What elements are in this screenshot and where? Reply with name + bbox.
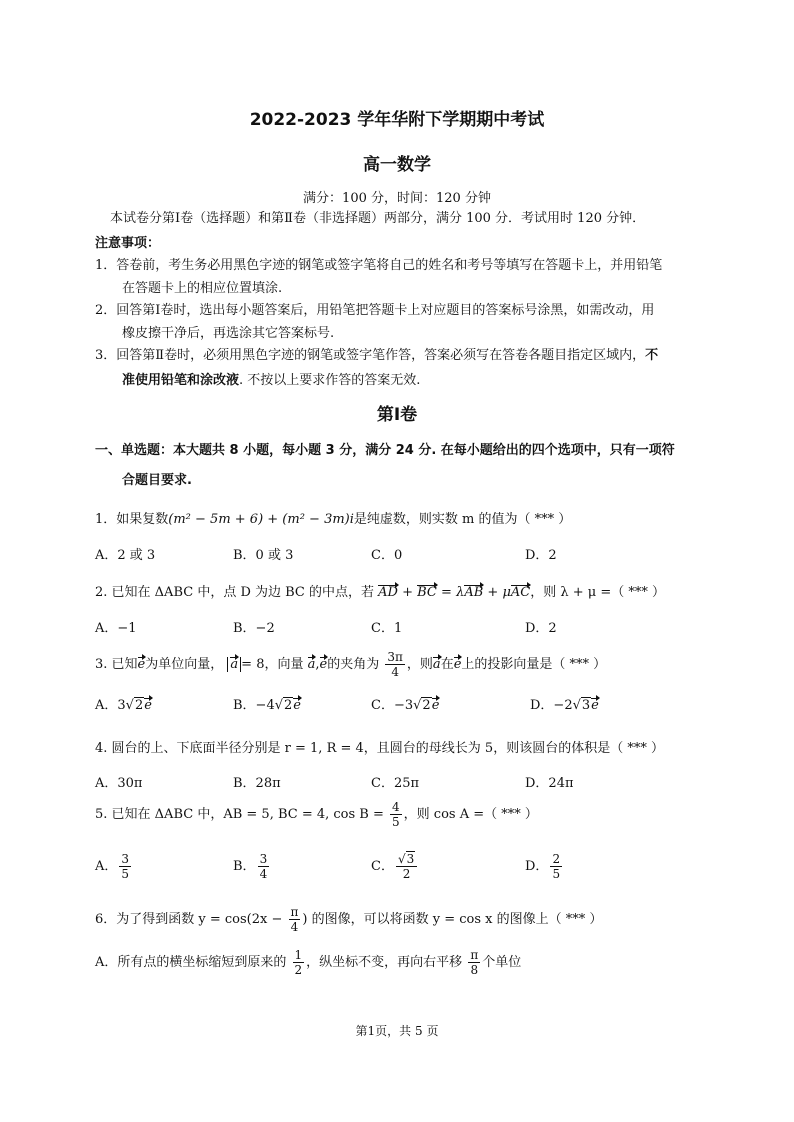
vec-e-2: e (319, 657, 328, 672)
q2-option-c: C．1 (371, 621, 403, 636)
q5-post: ，则 cos A =（ *** ） (403, 807, 538, 822)
note-3-line-2 (122, 373, 420, 389)
page-footer: 第1页，共 5 页 (355, 1024, 439, 1038)
q6-post: ) 的图像，可以将函数 y = cos x 的图像上（ *** ） (302, 912, 603, 927)
q3-mid3: 的夹角为 (327, 657, 380, 672)
vec-a: a (307, 657, 316, 672)
q1-option-b: B．0 或 3 (233, 548, 294, 563)
q3-post: ，则 (406, 657, 433, 672)
part-heading-line-1: 一、单选题：本大题共 8 小题，每小题 3 分，满分 24 分. 在每小题给出的四个选项中，只有一项符 (95, 443, 675, 458)
q2-option-a: A．−1 (95, 621, 137, 636)
note-1-line-2: 在答题卡上的相应位置填涂. (122, 281, 283, 296)
q3-option-c: C．−3√2e (371, 698, 440, 713)
vec-ad: AD (378, 585, 398, 600)
note-3-text: 3．回答第Ⅱ卷时，必须用黑色字迹的钢笔或签字笔作答，答案必须写在答卷各题目指定区域内， (95, 348, 646, 363)
q5-option-c: C． $\frac{√3}{2}$ (371, 852, 419, 881)
vec-e-3: e (453, 657, 462, 672)
q4-option-d: D．24π (525, 776, 574, 791)
q3-option-b: B．−4√2e (233, 698, 301, 713)
q2-option-d: D．2 (525, 621, 557, 636)
note-3-line-1 (95, 348, 658, 364)
q4-option-b: B．28π (233, 776, 281, 791)
q5-cosb-fraction: $\frac{4}{5}$ (392, 800, 400, 829)
part-heading-line-2: 合题目要求. (122, 473, 192, 488)
note-2-line-1: 2．回答第Ⅰ卷时，选出每小题答案后，用铅笔把答题卡上对应题目的答案标号涂黑，如需改动，用 (95, 303, 655, 318)
notes-heading: 注意事项： (95, 236, 161, 251)
note-1-line-1: 1．答卷前，考生务必用黑色字迹的钢笔或签字笔将自己的姓名和考号等填写在答题卡上，并用铅笔 (95, 258, 663, 273)
q5-option-a: A． $\frac{3}{5}$ (95, 852, 130, 881)
q6-option-a: A．所有点的横坐标缩短到原来的 $\frac{1}{2}$ ，纵坐标不变，再向右平移 $\frac{\pi}{8}$ 个单位 (95, 948, 522, 977)
exam-meta: 满分：100 分，时间：120 分钟 (303, 191, 491, 206)
q3-mid1: 为单位向量， (145, 657, 224, 672)
q2-pre: 2. 已知在 ΔABC 中，点 D 为边 BC 的中点，若 (95, 585, 375, 600)
q5-option-d: D． $\frac{2}{5}$ (525, 852, 561, 881)
q2-option-b: B．−2 (233, 621, 275, 636)
subject-title: 高一数学 (363, 155, 431, 175)
question-4: 4. 圆台的上、下底面半径分别是 r = 1, R = 4，且圆台的母线长为 5，则该圆台的体积是（ *** ） (95, 741, 664, 756)
vec-ab: AB (464, 585, 484, 600)
q3-mid2: = 8，向量 (241, 657, 304, 672)
question-3: 3. 已知e为单位向量， a = 8，向量 a,e的夹角为 $\frac{3\pi}{4}$ ，则a在e上的投影向量是（ *** ） (95, 650, 607, 679)
q5-option-b: B． $\frac{3}{4}$ (233, 852, 268, 881)
q1-option-d: D．2 (525, 548, 557, 563)
q3-post3: 上的投影向量是（ *** ） (461, 657, 607, 672)
question-2: 2. 已知在 ΔABC 中，点 D 为边 BC 的中点，若 AD + BC = λAB + μAC，则 λ + μ =（ *** ） (95, 585, 666, 600)
note-2-line-2: 橡皮擦干净后，再选涂其它答案标号. (122, 326, 335, 341)
q6-pre: 6．为了得到函数 y = cos(2x − (95, 912, 283, 927)
q1-expression: (m² − 5m + 6) + (m² − 3m)i (168, 512, 354, 527)
exam-title: 2022-2023 学年华附下学期期中考试 (249, 110, 545, 130)
question-6 (95, 905, 602, 934)
q2-post: ，则 λ + μ =（ *** ） (530, 585, 666, 600)
note-3-bold: 不 (645, 348, 659, 363)
q1-pre: 1．如果复数 (95, 512, 169, 527)
vec-ac: AC (510, 585, 531, 600)
question-5 (95, 800, 538, 829)
q3-option-d: D．−2√3e (530, 698, 599, 713)
note-3-text-2: . 不按以上要求作答的答案无效. (239, 373, 421, 388)
exam-intro: 本试卷分第Ⅰ卷（选择题）和第Ⅱ卷（非选择题）两部分，满分 100 分．考试用时 120 分钟． (110, 211, 646, 226)
note-3-bold-2: 准使用铅笔和涂改液 (122, 373, 240, 388)
q4-option-c: C．25π (371, 776, 420, 791)
q3-post2: 在 (440, 657, 454, 672)
q4-option-a: A．30π (95, 776, 143, 791)
q3-option-a: A．3√2e (95, 698, 152, 713)
q1-option-a: A．2 或 3 (95, 548, 156, 563)
vec-e: e (137, 657, 146, 672)
q1-post: 是纯虚数，则实数 m 的值为（ *** ） (353, 512, 572, 527)
vec-a-abs: a (230, 657, 239, 672)
q3-angle-fraction: $\frac{3\pi}{4}$ (387, 650, 403, 679)
vec-a-3: a (432, 657, 441, 672)
vec-bc: BC (417, 585, 437, 600)
q5-pre: 5. 已知在 ΔABC 中，AB = 5, BC = 4, cos B = (95, 807, 384, 822)
q3-pre: 3. 已知 (95, 657, 138, 672)
section-title: 第Ⅰ卷 (376, 405, 418, 425)
q6-fraction: $\frac{\pi}{4}$ (290, 905, 299, 934)
q1-option-c: C．0 (371, 548, 403, 563)
question-1 (95, 508, 571, 527)
